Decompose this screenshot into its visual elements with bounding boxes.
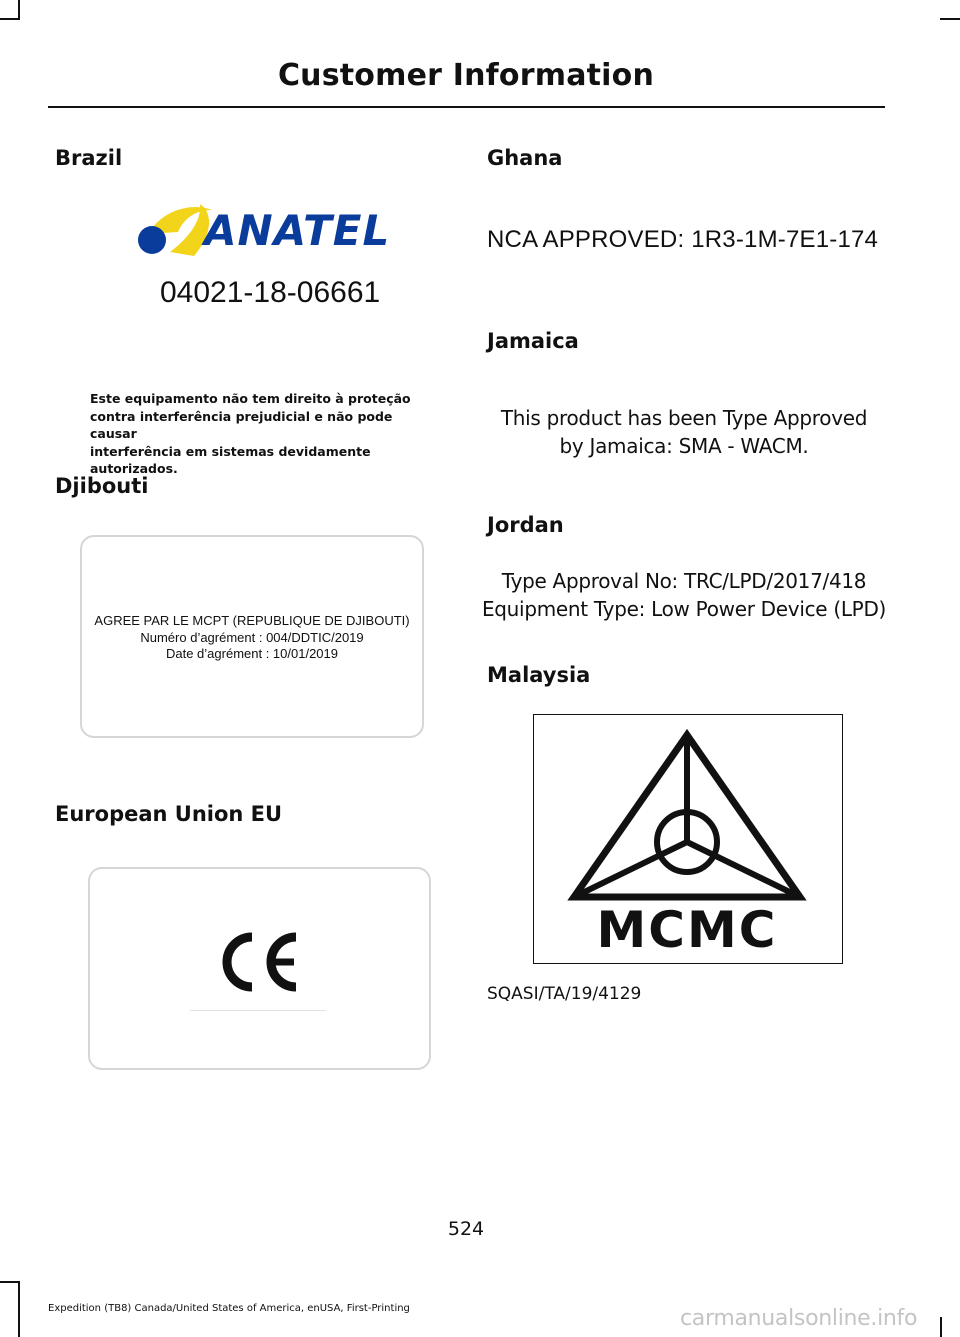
watermark: carmanualsonline.info: [680, 1306, 918, 1331]
page-title: Customer Information: [277, 58, 655, 93]
disclaimer-line: contra interferência prejudicial e não pode causar: [90, 408, 393, 441]
jordan-approval: [478, 567, 890, 623]
mcmc-triangle-icon: [534, 715, 841, 962]
heading-ghana: Ghana: [487, 146, 563, 170]
mcmc-logo-text: MCMC: [596, 901, 778, 959]
ce-mark-icon: [218, 931, 302, 993]
jordan-line: Type Approval No: TRC/LPD/2017/418: [501, 569, 867, 593]
jamaica-line: by Jamaica: SMA - WACM.: [559, 434, 809, 458]
mcmc-logo: [533, 714, 843, 964]
ce-baseline: [190, 1010, 326, 1011]
heading-jordan: Jordan: [487, 513, 564, 537]
anatel-disclaimer: [90, 390, 434, 478]
crop-mark-bottom-left-v: [18, 1281, 20, 1337]
footer-edition: Expedition (TB8) Canada/United States of America, enUSA, First-Printing: [48, 1303, 410, 1314]
crop-mark-top-left-h: [0, 18, 20, 20]
jamaica-line: This product has been Type Approved: [500, 406, 868, 430]
heading-jamaica: Jamaica: [487, 329, 579, 353]
jordan-line: Equipment Type: Low Power Device (LPD): [481, 597, 887, 621]
title-divider: [48, 106, 885, 108]
ghana-approval: NCA APPROVED: 1R3-1M-7E1-174: [487, 226, 879, 253]
disclaimer-line: Este equipamento não tem direito à proteção: [90, 391, 411, 406]
ce-label: [88, 867, 431, 1070]
jamaica-approval: [484, 404, 884, 460]
anatel-cert-number: 04021-18-06661: [160, 276, 381, 309]
anatel-logo-text: ANATEL: [204, 206, 391, 255]
crop-mark-bottom-right-v: [940, 1317, 942, 1337]
crop-mark-bottom-left-h: [0, 1281, 20, 1283]
heading-djibouti: Djibouti: [55, 474, 149, 498]
crop-mark-top-right-h: [940, 18, 960, 20]
djibouti-label-line: Numéro d’agrément : 004/DDTIC/2019: [140, 629, 364, 645]
djibouti-label-line: Date d’agrément : 10/01/2019: [165, 646, 338, 661]
heading-eu: European Union EU: [55, 802, 283, 826]
crop-mark-top-left-v: [18, 0, 20, 20]
malaysia-cert: SQASI/TA/19/4129: [487, 984, 642, 1004]
anatel-label: [78, 186, 434, 476]
djibouti-label: [80, 535, 424, 738]
djibouti-label-line: AGREE PAR LE MCPT (REPUBLIQUE DE DJIBOUTI): [94, 613, 410, 628]
heading-malaysia: Malaysia: [487, 663, 591, 687]
page-number: 524: [447, 1218, 485, 1240]
disclaimer-line: interferência em sistemas devidamente autorizados.: [90, 443, 371, 476]
heading-brazil: Brazil: [55, 146, 123, 170]
